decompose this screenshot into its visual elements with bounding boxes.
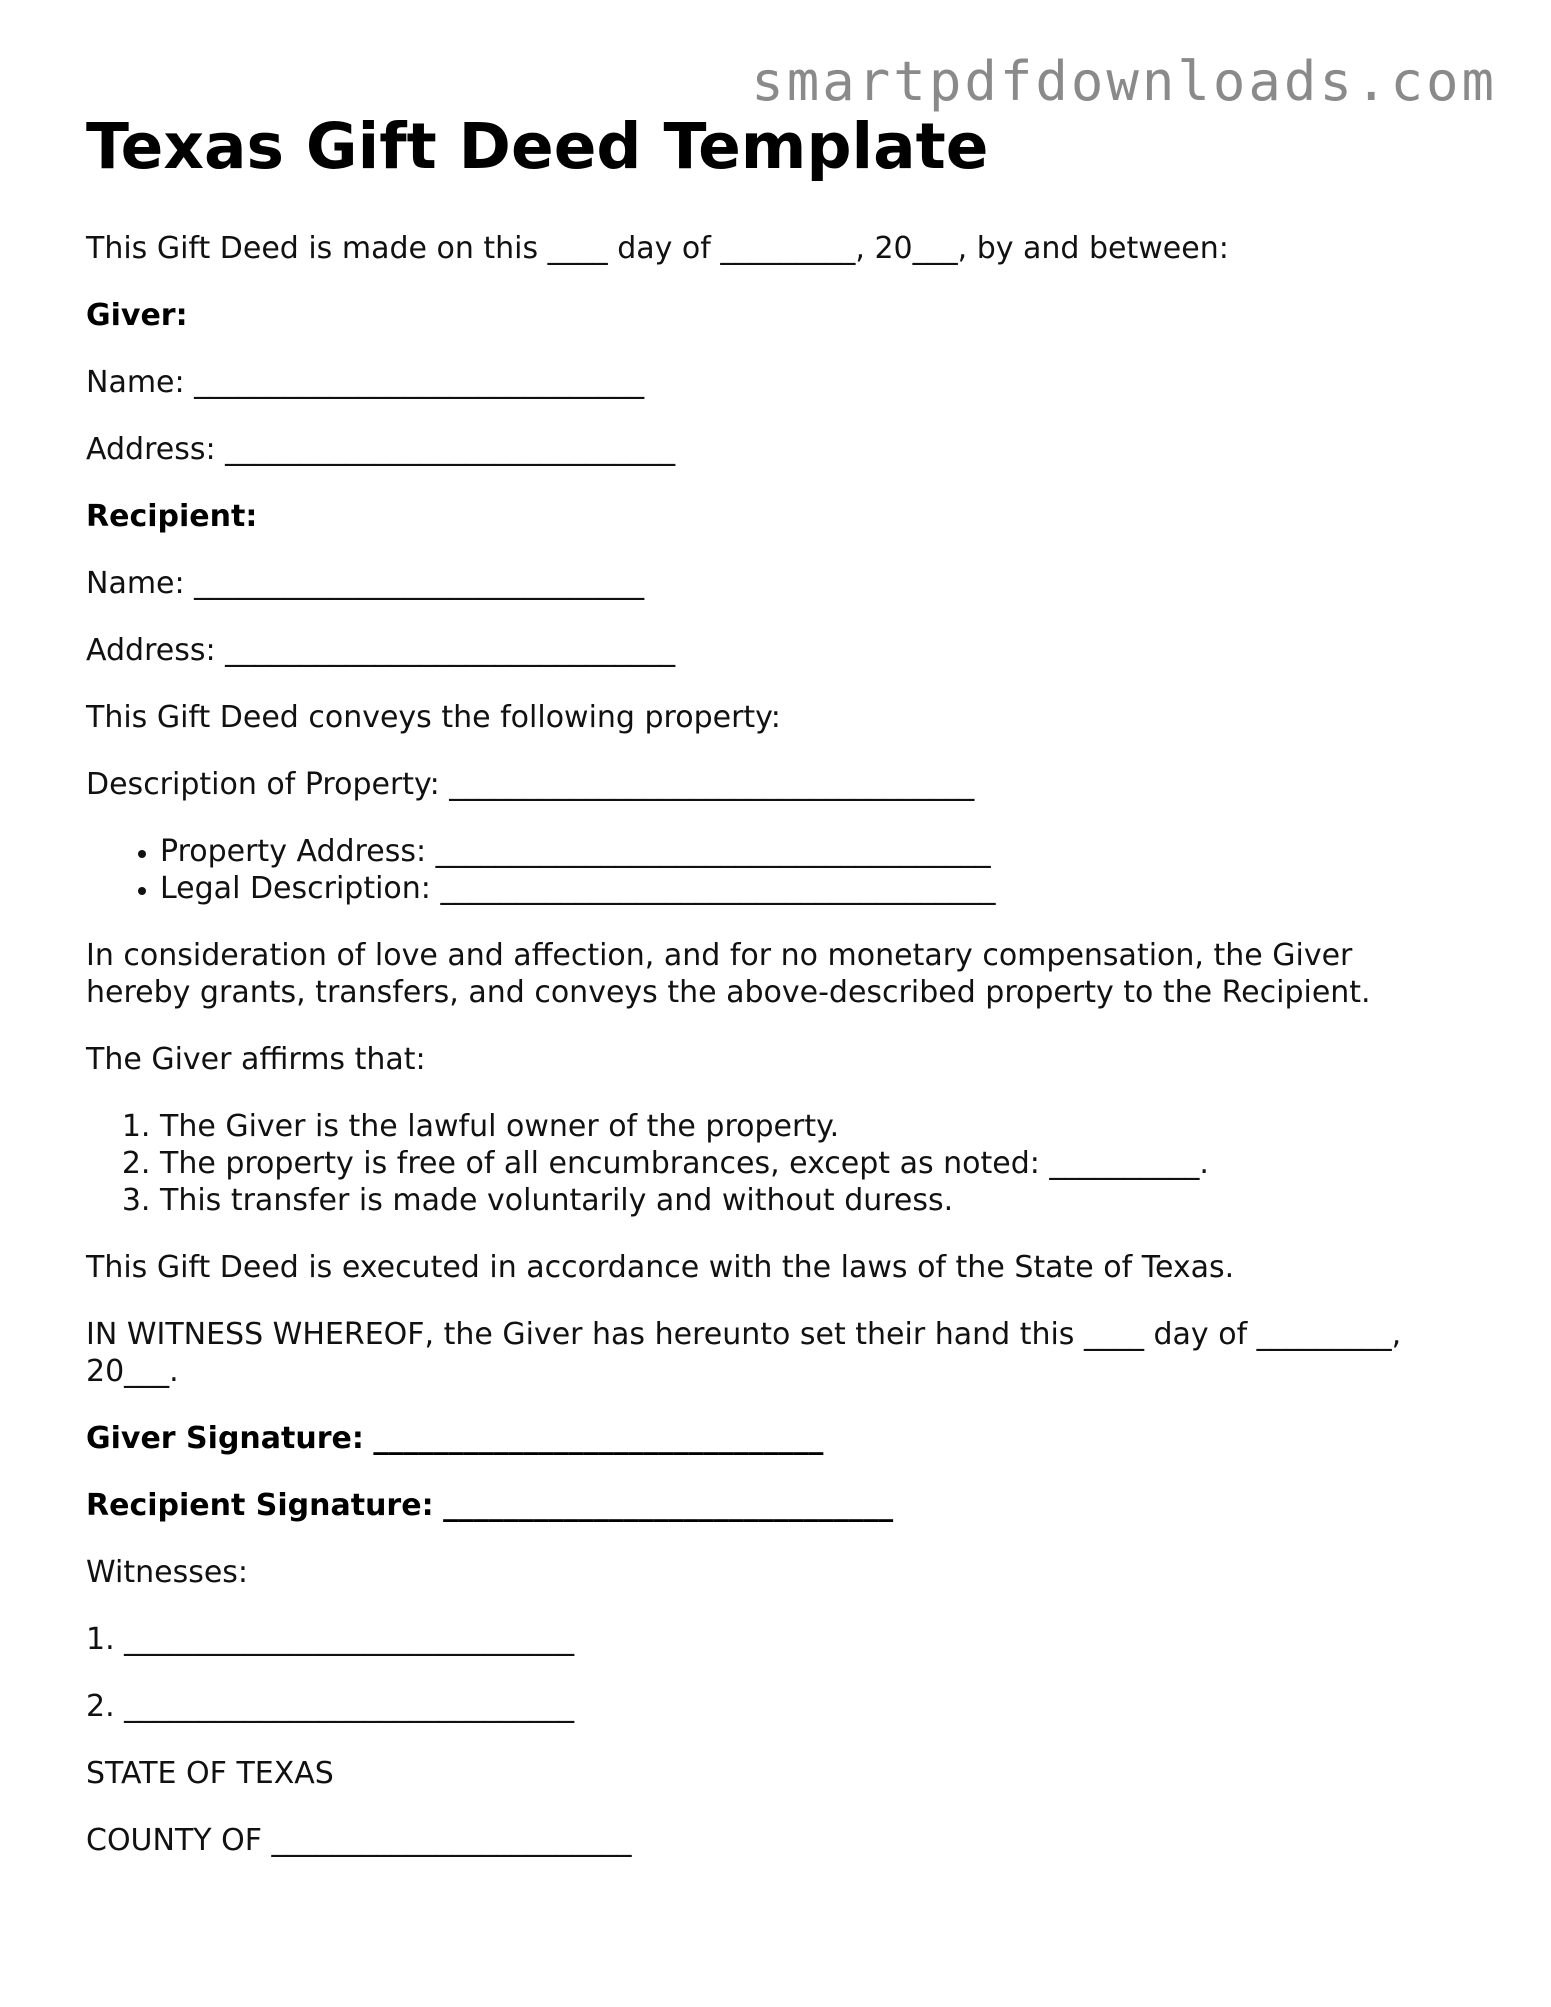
property-address-item: • Property Address: _____________________________________ — [160, 833, 1466, 870]
property-intro: This Gift Deed conveys the following property: — [86, 700, 781, 735]
affirmation-item: 2. The property is free of all encumbrances, except as noted: __________. — [160, 1145, 1466, 1182]
affirmation-item: 1. The Giver is the lawful owner of the property. — [160, 1108, 1466, 1145]
law-statement: This Gift Deed is executed in accordance with the laws of the State of Texas. — [86, 1250, 1235, 1285]
consideration-paragraph: In consideration of love and affection, and for no monetary compensation, the Giver hereby grants, transfers, and conveys the above-described property to the Recipient. — [86, 938, 1371, 1010]
property-list — [86, 833, 1466, 907]
document-page — [86, 108, 1466, 1889]
affirms-intro: The Giver affirms that: — [86, 1042, 426, 1077]
legal-description-item: • Legal Description: _____________________________________ — [160, 870, 1466, 907]
recipient-signature-line — [86, 1487, 1466, 1524]
witness-line-2: 2. ______________________________ — [86, 1689, 575, 1724]
witness-clause: IN WITNESS WHEREOF, the Giver has hereunto set their hand this ____ day of _________, 20___. — [86, 1317, 1402, 1389]
recipient-signature-blank: ______________________________ — [443, 1488, 894, 1523]
witness-line-1: 1. ______________________________ — [86, 1622, 575, 1657]
giver-heading — [86, 297, 1466, 334]
witnesses-heading: Witnesses: — [86, 1555, 249, 1590]
recipient-heading — [86, 498, 1466, 535]
giver-signature-blank: ______________________________ — [373, 1421, 824, 1456]
recipient-heading-label: Recipient: — [86, 499, 258, 534]
giver-signature-label: Giver Signature: — [86, 1421, 364, 1456]
affirmation-list — [86, 1108, 1466, 1219]
intro-text: This Gift Deed is made on this ____ day of _________, 20___, by and between: — [86, 231, 1229, 266]
affirmation-item: 3. This transfer is made voluntarily and without duress. — [160, 1182, 1466, 1219]
watermark: smartpdfdownloads.com — [751, 50, 1497, 113]
giver-address-field: Address: ______________________________ — [86, 432, 676, 467]
giver-heading-label: Giver: — [86, 298, 188, 333]
recipient-signature-label: Recipient Signature: — [86, 1488, 434, 1523]
recipient-address-field: Address: ______________________________ — [86, 633, 676, 668]
county-line: COUNTY OF ________________________ — [86, 1823, 632, 1858]
state-line: STATE OF TEXAS — [86, 1756, 334, 1791]
property-description-field: Description of Property: ___________________________________ — [86, 767, 975, 802]
giver-signature-line — [86, 1420, 1466, 1457]
recipient-name-field: Name: ______________________________ — [86, 566, 645, 601]
giver-name-field: Name: ______________________________ — [86, 365, 645, 400]
document-title: Texas Gift Deed Template — [86, 110, 989, 183]
